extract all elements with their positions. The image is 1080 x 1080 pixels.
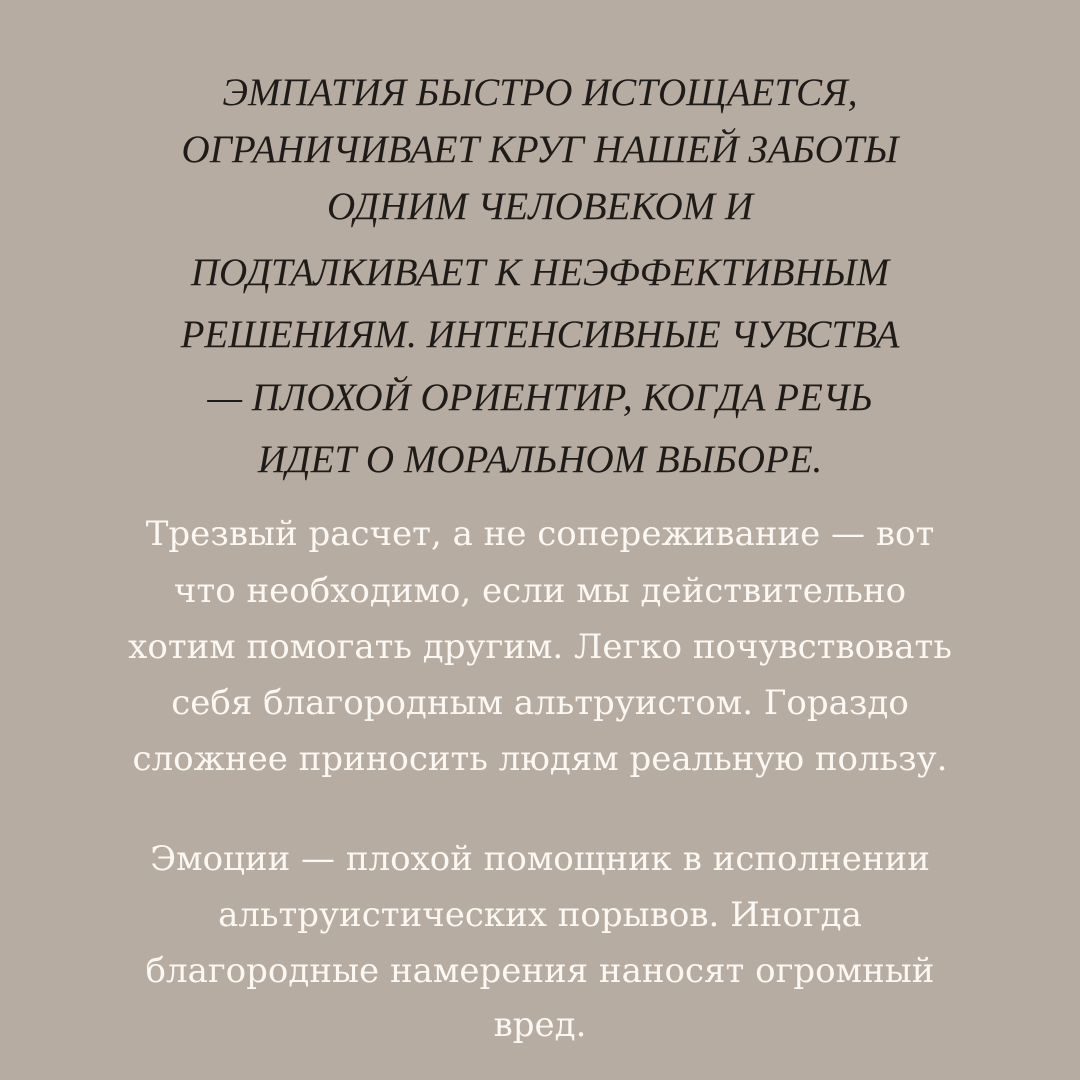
paragraph-line: Эмоции — плохой помощник в исполнении xyxy=(150,839,930,879)
paragraph-line: альтруистических порывов. Иногда xyxy=(218,895,862,935)
quote-line: ОГРАНИЧИВАЕТ КРУГ НАШЕЙ ЗАБОТЫ xyxy=(181,128,899,171)
paragraph-line: Трезвый расчет, а не сопереживание — вот xyxy=(145,514,935,554)
paragraph-line: что необходимо, если мы действительно xyxy=(173,571,907,611)
quote-line: РЕШЕНИЯМ. ИНТЕНСИВНЫЕ ЧУВСТВА xyxy=(180,313,900,356)
quote-line: — ПЛОХОЙ ОРИЕНТИР, КОГДА РЕЧЬ xyxy=(207,376,873,419)
quote-line: ИДЕТ О МОРАЛЬНОМ ВЫБОРЕ. xyxy=(257,438,823,481)
paragraph-line: вред. xyxy=(493,1005,587,1045)
paragraph-line: себя благородным альтруистом. Гораздо xyxy=(171,683,909,723)
paragraph-line: хотим помогать другим. Легко почувствовать xyxy=(128,627,952,667)
quote-line: ОДНИМ ЧЕЛОВЕКОМ И xyxy=(326,185,754,228)
quote-line: ПОДТАЛКИВАЕТ К НЕЭФФЕКТИВНЫМ xyxy=(190,251,890,294)
paragraph-line: благородные намерения наносят огромный xyxy=(145,951,935,991)
paragraph-line: сложнее приносить людям реальную пользу. xyxy=(132,739,948,779)
quote-line: ЭМПАТИЯ БЫСТРО ИСТОЩАЕТСЯ, xyxy=(222,71,858,114)
